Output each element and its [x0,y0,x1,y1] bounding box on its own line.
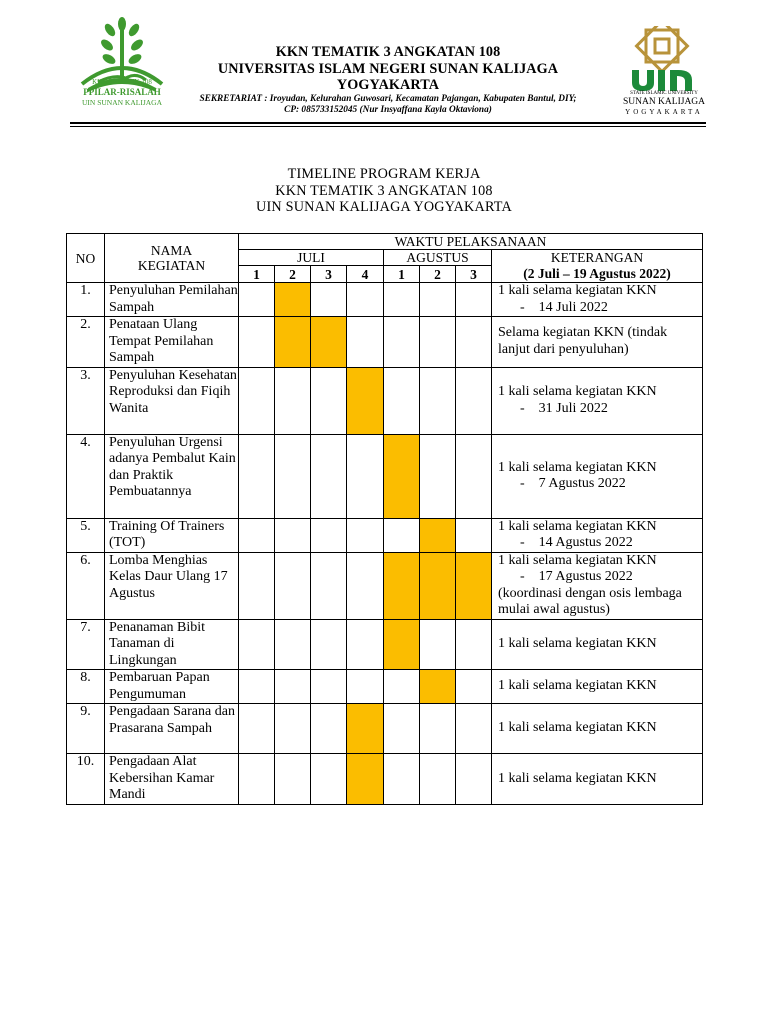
week-cell [347,552,384,619]
keterangan-cell [492,518,703,552]
kkn-logo [74,12,170,124]
week-cell-active [420,552,456,619]
activity-name: Penyuluhan Urgensi adanya Pembalut Kain dan Praktik Pembuatannya [105,434,239,518]
week-cell [311,670,347,704]
table-row [67,283,703,317]
week-cell [347,434,384,518]
keterangan-cell [492,704,703,754]
week-cell [275,367,311,434]
keterangan-cell [492,283,703,317]
letterhead-line2: UNIVERSITAS ISLAM NEGERI SUNAN KALIJAGA [217,60,559,77]
activity-name: Penataan Ulang Tempat Pemilahan Sampah [105,317,239,368]
week-cell [384,704,420,754]
uin-star-logo-icon [624,26,704,92]
week-cell [239,670,275,704]
keterangan-line: 1 kali selama kegiatan KKN [498,720,657,736]
row-number: 8. [67,670,105,704]
document-title [0,166,768,216]
row-number: 3. [67,367,105,434]
activity-name: Penyuluhan Kesehatan Reproduksi dan Fiqih Wanita [105,367,239,434]
keterangan-line: 1 kali selama kegiatan KKN [498,518,657,534]
table-row [67,317,703,368]
activity-name: Pengadaan Sarana dan Prasarana Sampah [105,704,239,754]
week-cell [456,317,492,368]
row-number: 2. [67,317,105,368]
week-cell-active [347,704,384,754]
keterangan-line: - 14 Agustus 2022 [520,535,633,550]
week-cell [239,619,275,670]
week-cell [311,283,347,317]
letterhead-line3: YOGYAKARTA [336,77,440,93]
week-cell [275,518,311,552]
header-week: 4 [347,266,384,283]
keterangan-line: 1 kali selama kegiatan KKN [498,770,657,786]
row-number: 4. [67,434,105,518]
activity-name: Penanaman Bibit Tanaman di Lingkungan [105,619,239,670]
week-cell [311,434,347,518]
letterhead [68,6,708,124]
table-row [67,367,703,434]
week-cell [456,619,492,670]
table-row [67,434,703,518]
keterangan-line: 1 kali selama kegiatan KKN [498,636,657,651]
row-number: 9. [67,704,105,754]
week-cell-active [311,317,347,368]
table-row [67,552,703,619]
week-cell [239,518,275,552]
week-cell-active [347,754,384,805]
week-cell [420,619,456,670]
activity-name: Pembaruan Papan Pengumuman [105,670,239,704]
week-cell [456,670,492,704]
week-cell [347,317,384,368]
activity-name: Penyuluhan Pemilahan Sampah [105,283,239,317]
keterangan-cell [492,670,703,704]
week-cell-active [275,283,311,317]
week-cell [347,283,384,317]
week-cell [420,367,456,434]
keterangan-line: Selama kegiatan KKN (tindak lanjut dari penyuluhan) [498,325,668,357]
header-week: 2 [420,266,456,283]
header-no: NO [67,234,105,283]
week-cell-active [275,317,311,368]
week-cell [275,552,311,619]
week-cell [384,367,420,434]
week-cell [239,754,275,805]
week-cell [456,367,492,434]
keterangan-cell [492,434,703,518]
uin-logo [624,26,704,124]
week-cell [275,670,311,704]
header-week: 3 [311,266,347,283]
title-line3: UIN SUNAN KALIJAGA YOGYAKARTA [256,199,512,215]
letterhead-address: SEKRETARIAT : Iroyudan, Kelurahan Guwosari, Kecamatan Pajangan, Kabupaten Bantul, DIY; [199,93,577,104]
week-cell [275,434,311,518]
keterangan-cell [492,317,703,368]
row-number: 5. [67,518,105,552]
header-month-juli: JULI [239,250,384,266]
week-cell [456,704,492,754]
table-row [67,518,703,552]
title-line2: KKN TEMATIK 3 ANGKATAN 108 [275,182,493,199]
week-cell [420,434,456,518]
letterhead-rule [70,122,706,124]
week-cell [456,518,492,552]
title-line1: TIMELINE PROGRAM KERJA [287,166,481,182]
week-cell-active [420,670,456,704]
table-row [67,704,703,754]
week-cell [384,283,420,317]
week-cell [420,754,456,805]
letterhead-contact: CP: 085733152045 (Nur Insyaffana Kayla Oktaviona) [284,104,492,115]
week-cell [239,317,275,368]
week-cell-active [456,552,492,619]
week-cell [311,367,347,434]
activity-name: Training Of Trainers (TOT) [105,518,239,552]
row-number: 6. [67,552,105,619]
header-keterangan-period: (2 Juli – 19 Agustus 2022) [492,266,703,283]
table-row [67,754,703,805]
keterangan-cell [492,367,703,434]
week-cell-active [384,552,420,619]
uin-logo-line2: SUNAN KALIJAGA [622,97,706,107]
keterangan-line: (koordinasi dengan osis lembaga mulai awal agustus) [498,585,682,617]
keterangan-line: 1 kali selama kegiatan KKN [498,552,657,568]
header-waktu-pelaksanaan: WAKTU PELAKSANAAN [239,234,703,250]
week-cell [347,670,384,704]
week-cell [311,552,347,619]
week-cell [347,619,384,670]
week-cell [456,283,492,317]
letterhead-line1: KKN TEMATIK 3 ANGKATAN 108 [275,44,501,60]
timeline-body [67,283,703,805]
keterangan-line: - 17 Agustus 2022 [520,569,633,584]
week-cell [239,704,275,754]
week-cell [456,754,492,805]
week-cell [311,754,347,805]
keterangan-line: 1 kali selama kegiatan KKN [498,384,657,399]
kkn-logo-line1: KKN TEMATIK 108 [92,78,152,86]
week-cell [239,552,275,619]
week-cell-active [384,434,420,518]
keterangan-cell [492,552,703,619]
header-week: 1 [239,266,275,283]
kkn-logo-line3: UIN SUNAN KALIJAGA [82,98,162,107]
header-week: 2 [275,266,311,283]
kkn-logo-line2: PPILAR-RISALAH [83,87,161,97]
week-cell [239,434,275,518]
header-month-agustus: AGUSTUS [384,250,492,266]
row-number: 10. [67,754,105,805]
header-nama-kegiatan: NAMA KEGIATAN [105,234,239,283]
letterhead-rule-thin [70,126,706,127]
header-week: 1 [384,266,420,283]
keterangan-line: - 14 Juli 2022 [520,299,608,315]
week-cell [239,283,275,317]
week-cell [275,619,311,670]
week-cell [239,367,275,434]
week-cell [275,704,311,754]
week-cell [384,670,420,704]
header-week: 3 [456,266,492,283]
week-cell [456,434,492,518]
week-cell [420,283,456,317]
keterangan-line: 1 kali selama kegiatan KKN [498,678,657,694]
keterangan-line: - 31 Juli 2022 [520,400,608,416]
row-number: 1. [67,283,105,317]
week-cell [384,317,420,368]
week-cell [384,754,420,805]
keterangan-line: 1 kali selama kegiatan KKN [498,283,657,298]
letterhead-text [168,44,608,116]
activity-name: Pengadaan Alat Kebersihan Kamar Mandi [105,754,239,805]
week-cell [347,518,384,552]
table-row [67,670,703,704]
week-cell-active [420,518,456,552]
timeline-table [66,233,703,805]
week-cell-active [347,367,384,434]
keterangan-line: 1 kali selama kegiatan KKN [498,459,657,475]
uin-logo-line1: STATE ISLAMIC UNIVERSITY [630,91,698,96]
keterangan-line: - 7 Agustus 2022 [520,476,626,491]
week-cell [311,518,347,552]
header-keterangan: KETERANGAN [492,250,703,266]
keterangan-cell [492,754,703,805]
week-cell [384,518,420,552]
week-cell [275,754,311,805]
uin-logo-line3: YOGYAKARTA [625,108,703,116]
week-cell [311,619,347,670]
keterangan-cell [492,619,703,670]
week-cell [311,704,347,754]
week-cell [420,317,456,368]
table-row [67,619,703,670]
week-cell-active [384,619,420,670]
week-cell [420,704,456,754]
activity-name: Lomba Menghias Kelas Daur Ulang 17 Agustus [105,552,239,619]
row-number: 7. [67,619,105,670]
